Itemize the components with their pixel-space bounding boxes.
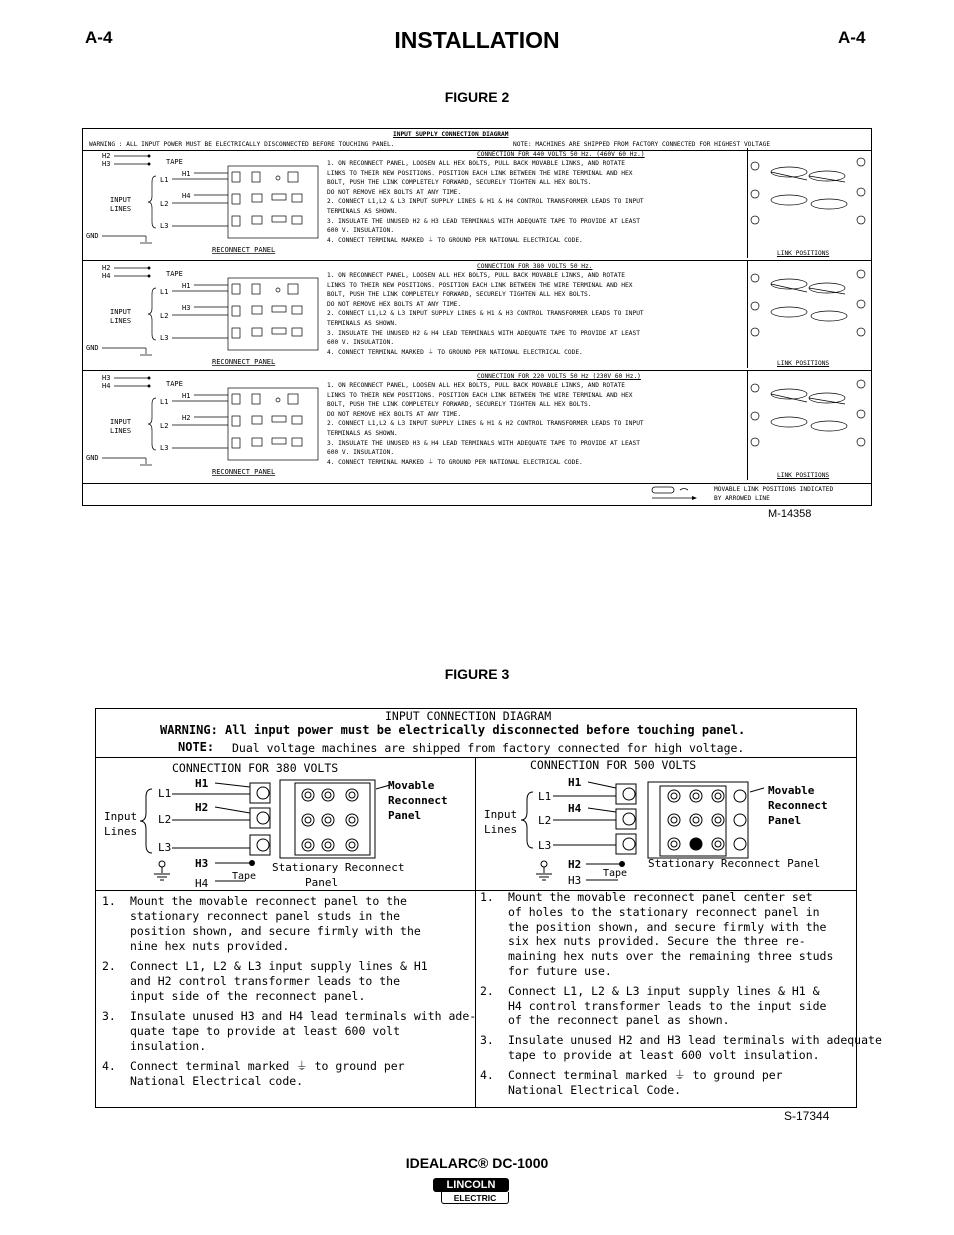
link-positions-drawing [749, 264, 869, 360]
label-l3: L3 [160, 222, 169, 230]
label-lead-upper: H1 [182, 170, 191, 178]
label-h-bottom: H4 [102, 382, 111, 390]
label-h4: H4 [568, 802, 582, 815]
label-l2: L2 [160, 312, 169, 320]
label-input: INPUT [110, 418, 132, 426]
section-step-line: 3. INSULATE THE UNUSED H2 & H3 LEAD TERMINALS WITH ADEQUATE TAPE TO PROVIDE AT LEAST [327, 217, 640, 225]
section-step-line: DO NOT REMOVE HEX BOLTS AT ANY TIME. [327, 188, 462, 196]
step-line: position shown, and secure firmly with the [130, 924, 421, 938]
label-h1: H1 [568, 776, 582, 789]
section-step-line: TERMINALS AS SHOWN. [327, 208, 398, 215]
link-positions-drawing [749, 374, 869, 472]
left-connection-drawing [100, 775, 475, 890]
label-stationary: Stationary Reconnect [272, 861, 405, 874]
step-line: National Electrical Code. [508, 1082, 682, 1097]
figure-3-warning: WARNING: All input power must be electrically disconnected before touching panel. [160, 723, 746, 737]
divider [747, 370, 748, 480]
label-l2: L2 [160, 422, 169, 430]
divider [747, 148, 748, 258]
label-reconnect: Reconnect [388, 794, 448, 807]
page-title: INSTALLATION [394, 27, 560, 53]
figure-2-label: FIGURE 2 [444, 89, 510, 105]
section-step-line: 600 V. INSULATION. [327, 449, 395, 457]
left-heading: CONNECTION FOR 380 VOLTS [172, 761, 339, 775]
label-tape: TAPE [166, 380, 183, 388]
figure-2-drawing-number: M-14358 [768, 508, 812, 520]
section-step-line: 1. ON RECONNECT PANEL, LOOSEN ALL HEX BOLTS, PULL BACK MOVABLE LINKS, AND ROTATE [327, 272, 626, 279]
step-line: for future use. [508, 964, 612, 978]
label-h-top: H3 [102, 374, 111, 382]
label-input: Input [104, 810, 138, 823]
label-l3: L3 [158, 841, 172, 854]
step-line: of the reconnect panel as shown. [508, 1013, 730, 1028]
reconnect-schematic [82, 372, 327, 482]
section-step-line: DO NOT REMOVE HEX BOLTS AT ANY TIME. [327, 410, 462, 418]
step-line: input side of the reconnect panel. [130, 989, 366, 1003]
step-line: insulation. [130, 1039, 207, 1053]
logo-top: LINCOLN [433, 1178, 509, 1192]
label-panel: Panel [768, 814, 802, 827]
movable-link-legend-icon [650, 485, 700, 503]
label-movable: Movable [768, 784, 815, 797]
step-number: 4. [480, 1067, 494, 1082]
step-line: Connect L1, L2 & L3 input supply lines & H1 & [508, 983, 820, 998]
step-number: 2. [102, 959, 116, 973]
footer-model: IDEALARC® DC-1000 [405, 1155, 549, 1171]
label-tape: Tape [603, 868, 628, 879]
ground-icon [536, 861, 552, 880]
step-line: and H2 control transformer leads to the [130, 974, 401, 988]
section-step-line: LINKS TO THEIR NEW POSITIONS. POSITION EACH LINK BETWEEN THE WIRE TERMINAL AND HEX [327, 281, 633, 289]
label-movable: Movable [388, 779, 435, 792]
label-input: Input [484, 808, 518, 821]
section-step-line: TERMINALS AS SHOWN. [327, 430, 398, 437]
label-lines: Lines [484, 823, 518, 836]
divider [95, 757, 857, 758]
step-line: stationary reconnect panel studs in the [130, 909, 401, 923]
section-heading: CONNECTION FOR 380 VOLTS 50 Hz. [477, 263, 593, 270]
label-h3: H3 [568, 874, 582, 887]
link-positions-label: LINK POSITIONS [777, 250, 830, 257]
step-line: Insulate unused H3 and H4 lead terminals with ade- [130, 1009, 477, 1023]
section-number-left: A-4 [85, 28, 113, 47]
logo-bottom: ELECTRIC [441, 1192, 509, 1204]
step-line: Connect terminal marked ⏚ to ground per [508, 1067, 783, 1082]
step-line: H4 control transformer leads to the input side [508, 998, 827, 1013]
section-step-line: BOLT, PUSH THE LINK COMPLETELY FORWARD, SECURELY TIGHTEN ALL HEX BOLTS. [327, 401, 592, 409]
label-stationary-panel: Panel [305, 876, 339, 889]
step-line: Insulate unused H2 and H3 lead terminals with adequate [508, 1033, 882, 1048]
section-step-line: LINKS TO THEIR NEW POSITIONS. POSITION EACH LINK BETWEEN THE WIRE TERMINAL AND HEX [327, 169, 633, 177]
label-tape: TAPE [166, 270, 183, 278]
label-l3: L3 [538, 839, 552, 852]
label-tape: Tape [232, 871, 257, 882]
step-line: tape to provide at least 600 volt insulation. [508, 1048, 820, 1062]
label-lines: Lines [104, 825, 138, 838]
step-number: 1. [480, 890, 494, 904]
step-line: Connect L1, L2 & L3 input supply lines & H1 [130, 959, 428, 973]
label-l2: L2 [160, 200, 169, 208]
step-line: Mount the movable reconnect panel center set [508, 890, 813, 904]
divider [82, 260, 872, 261]
label-h-top: H2 [102, 264, 111, 272]
section-step-line: 600 V. INSULATION. [327, 227, 395, 235]
figure-2-section [82, 262, 872, 370]
label-lead-middle: H3 [182, 304, 191, 312]
figure-3-title: INPUT CONNECTION DIAGRAM [385, 709, 552, 723]
step-line: Mount the movable reconnect panel to the [130, 894, 407, 908]
figure-3-note-label: NOTE: [178, 740, 215, 754]
section-step-line: LINKS TO THEIR NEW POSITIONS. POSITION EACH LINK BETWEEN THE WIRE TERMINAL AND HEX [327, 391, 633, 399]
section-step-line: 4. CONNECT TERMINAL MARKED ⏚ TO GROUND PER NATIONAL ELECTRICAL CODE. [327, 236, 583, 244]
label-l3: L3 [160, 444, 169, 452]
figure-2-title: INPUT SUPPLY CONNECTION DIAGRAM [393, 131, 509, 138]
section-step-line: 2. CONNECT L1,L2 & L3 INPUT SUPPLY LINES & H1 & H2 CONTROL TRANSFORMER LEADS TO INPUT [327, 420, 644, 428]
step-number: 3. [102, 1009, 116, 1023]
section-step-line: 2. CONNECT L1,L2 & L3 INPUT SUPPLY LINES & H1 & H4 CONTROL TRANSFORMER LEADS TO INPUT [327, 198, 644, 206]
label-panel: Panel [388, 809, 422, 822]
label-l1: L1 [160, 176, 169, 184]
figure-2-warning: WARNING : ALL INPUT POWER MUST BE ELECTRICALLY DISCONNECTED BEFORE TOUCHING PANEL. [89, 141, 395, 148]
label-h-top: H2 [102, 152, 111, 160]
section-step-line: BOLT, PUSH THE LINK COMPLETELY FORWARD, SECURELY TIGHTEN ALL HEX BOLTS. [327, 291, 592, 299]
figure-2-section [82, 372, 872, 482]
label-h-bottom: H4 [102, 272, 111, 280]
link-positions-drawing [749, 152, 869, 250]
label-lines: LINES [110, 317, 132, 325]
step-number: 4. [102, 1059, 116, 1073]
label-l1: L1 [538, 790, 552, 803]
label-l2: L2 [158, 813, 172, 826]
label-h1: H1 [195, 777, 209, 790]
section-number-right: A-4 [838, 28, 866, 47]
section-heading: CONNECTION FOR 440 VOLTS 50 Hz. (460V 60 Hz.) [477, 151, 645, 158]
label-l1: L1 [158, 787, 172, 800]
label-stationary: Stationary Reconnect Panel [648, 857, 821, 870]
ground-icon [154, 861, 170, 880]
section-step-line: BOLT, PUSH THE LINK COMPLETELY FORWARD, SECURELY TIGHTEN ALL HEX BOLTS. [327, 179, 592, 187]
step-line: Connect terminal marked ⏚ to ground per [130, 1059, 405, 1073]
link-positions-label: LINK POSITIONS [777, 360, 830, 367]
label-l2: L2 [538, 814, 552, 827]
step-line: the position shown, and secure firmly with the [508, 919, 827, 934]
section-step-line: DO NOT REMOVE HEX BOLTS AT ANY TIME. [327, 300, 462, 308]
step-line: six hex nuts provided. Secure the three re- [508, 934, 806, 949]
figure-3-note-text: Dual voltage machines are shipped from factory connected for high voltage. [232, 741, 745, 755]
label-h2: H2 [195, 801, 209, 814]
label-gnd: GND [86, 232, 99, 240]
label-lines: LINES [110, 205, 132, 213]
figure-2-section [82, 150, 872, 260]
section-step-line: 2. CONNECT L1,L2 & L3 INPUT SUPPLY LINES & H1 & H3 CONTROL TRANSFORMER LEADS TO INPUT [327, 310, 644, 318]
label-lead-middle: H4 [182, 192, 191, 200]
label-input: INPUT [110, 308, 132, 316]
label-reconnect-panel: RECONNECT PANEL [212, 246, 276, 254]
step-line: nine hex nuts provided. [130, 939, 290, 953]
reconnect-schematic [82, 262, 327, 370]
label-h3: H3 [195, 857, 209, 870]
link-positions-label: LINK POSITIONS [777, 472, 830, 479]
reconnect-schematic [82, 150, 327, 260]
figure-3-drawing-number: S-17344 [784, 1109, 830, 1123]
label-lead-upper: H1 [182, 282, 191, 290]
label-gnd: GND [86, 454, 99, 462]
lincoln-electric-logo [433, 1178, 511, 1208]
legend-text-2: BY ARROWED LINE [714, 495, 770, 502]
label-tape: TAPE [166, 158, 183, 166]
right-heading: CONNECTION FOR 500 VOLTS [530, 758, 697, 772]
legend-text-1: MOVABLE LINK POSITIONS INDICATED [714, 486, 834, 493]
step-line: quate tape to provide at least 600 volt [130, 1024, 401, 1038]
divider [82, 483, 872, 484]
step-number: 1. [102, 894, 116, 908]
section-step-line: 4. CONNECT TERMINAL MARKED ⏚ TO GROUND PER NATIONAL ELECTRICAL CODE. [327, 348, 583, 356]
section-step-line: TERMINALS AS SHOWN. [327, 320, 398, 327]
label-l1: L1 [160, 288, 169, 296]
label-lead-middle: H2 [182, 414, 191, 422]
divider [747, 260, 748, 368]
section-step-line: 4. CONNECT TERMINAL MARKED ⏚ TO GROUND PER NATIONAL ELECTRICAL CODE. [327, 458, 583, 466]
label-reconnect: Reconnect [768, 799, 828, 812]
label-reconnect-panel: RECONNECT PANEL [212, 468, 276, 476]
step-number: 3. [480, 1033, 494, 1048]
label-l1: L1 [160, 398, 169, 406]
step-line: of holes to the stationary reconnect panel in [508, 904, 820, 919]
figure-3-label: FIGURE 3 [444, 666, 510, 682]
section-step-line: 3. INSULATE THE UNUSED H3 & H4 LEAD TERMINALS WITH ADEQUATE TAPE TO PROVIDE AT LEAST [327, 439, 640, 447]
right-connection-drawing [478, 772, 856, 890]
label-lead-upper: H1 [182, 392, 191, 400]
label-input: INPUT [110, 196, 132, 204]
label-h2: H2 [568, 858, 582, 871]
section-step-line: 1. ON RECONNECT PANEL, LOOSEN ALL HEX BOLTS, PULL BACK MOVABLE LINKS, AND ROTATE [327, 160, 626, 167]
label-h-bottom: H3 [102, 160, 111, 168]
step-line: National Electrical code. [130, 1074, 304, 1088]
label-reconnect-panel: RECONNECT PANEL [212, 358, 276, 366]
section-step-line: 600 V. INSULATION. [327, 339, 395, 347]
step-line: maining hex nuts over the remaining three studs [508, 949, 834, 964]
divider [82, 370, 872, 371]
label-h4: H4 [195, 877, 209, 890]
divider [475, 757, 476, 1107]
section-heading: CONNECTION FOR 220 VOLTS 50 Hz (230V 60 Hz.) [477, 373, 641, 380]
step-number: 2. [480, 983, 494, 998]
label-lines: LINES [110, 427, 132, 435]
label-gnd: GND [86, 344, 99, 352]
section-step-line: 1. ON RECONNECT PANEL, LOOSEN ALL HEX BOLTS, PULL BACK MOVABLE LINKS, AND ROTATE [327, 382, 626, 389]
section-step-line: 3. INSULATE THE UNUSED H2 & H4 LEAD TERMINALS WITH ADEQUATE TAPE TO PROVIDE AT LEAST [327, 329, 640, 337]
figure-2-note: NOTE: MACHINES ARE SHIPPED FROM FACTORY CONNECTED FOR HIGHEST VOLTAGE [513, 141, 771, 148]
label-l3: L3 [160, 334, 169, 342]
